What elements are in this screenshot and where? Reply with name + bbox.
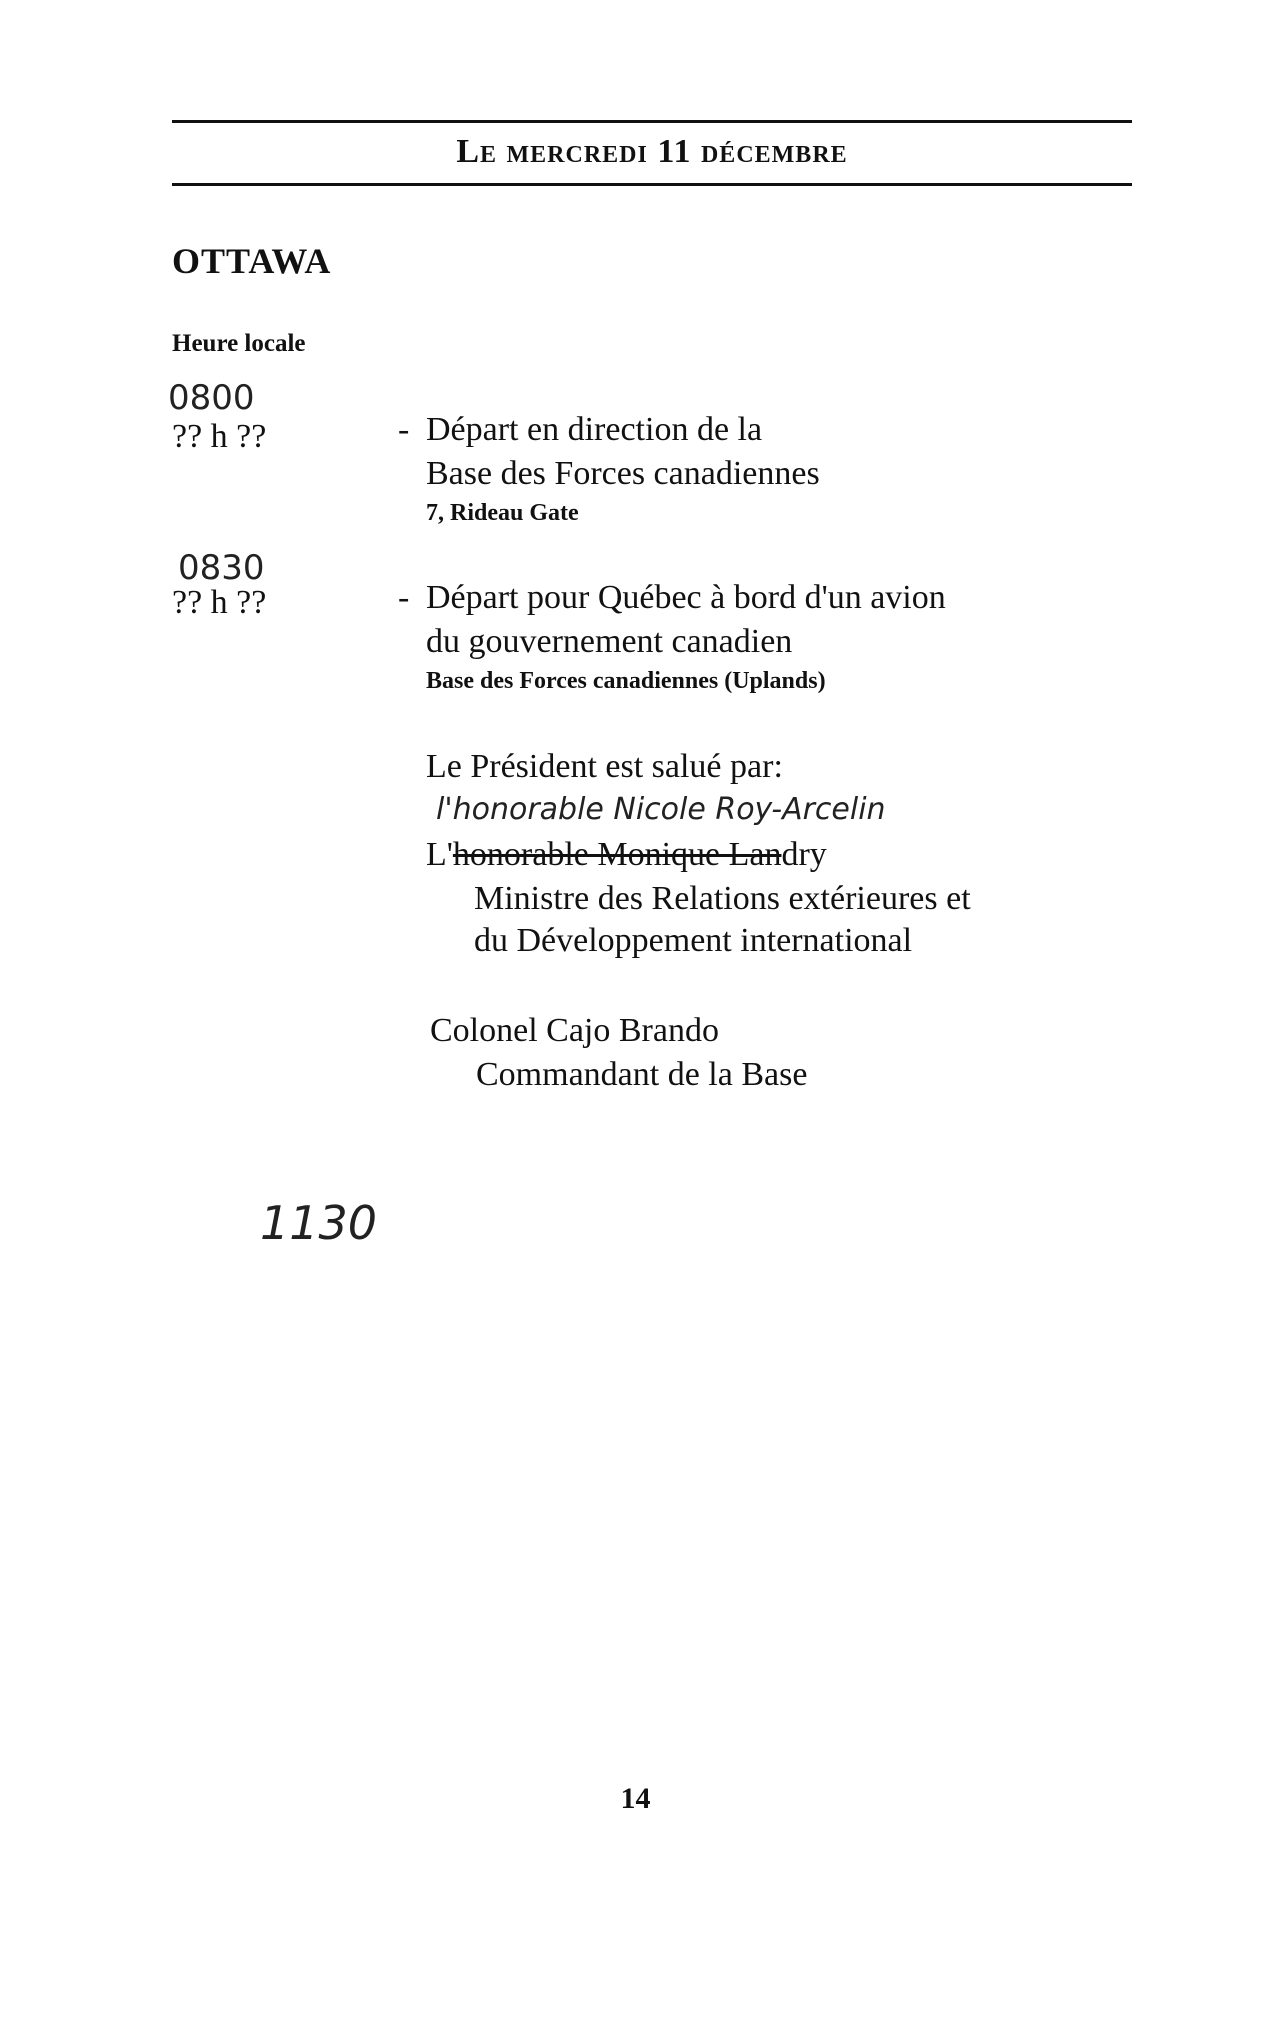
handwritten-note: 1130: [260, 1196, 378, 1250]
event-2-location: Base des Forces canadiennes (Uplands): [426, 668, 826, 694]
time-column-label: Heure locale: [172, 330, 306, 357]
bullet-dash: -: [398, 411, 410, 448]
city-heading: OTTAWA: [172, 241, 332, 281]
event-1: [398, 408, 820, 530]
person-1-suffix: dry: [781, 836, 827, 873]
handwritten-time-2: 0830: [178, 548, 265, 588]
person-2-role: Commandant de la Base: [476, 1056, 808, 1093]
person-2-name: Colonel Cajo Brando: [430, 1012, 719, 1049]
handwritten-time-1: 0800: [168, 378, 255, 418]
page-header-title: Le mercredi 11 décembre: [456, 133, 848, 170]
person-1-prefix: L': [426, 836, 453, 873]
event-2: [398, 576, 946, 698]
greeting-intro: Le Président est salué par:: [426, 748, 783, 785]
person-1-struck-name: honorable Monique Lan: [452, 836, 782, 873]
handwritten-correction: l'honorable Nicole Roy-Arcelin: [436, 792, 886, 827]
event-1-line2: Base des Forces canadiennes: [426, 455, 820, 492]
page-number: 14: [620, 1782, 651, 1815]
person-1-role-line1: Ministre des Relations extérieures et: [474, 880, 971, 917]
header-rule-top: [172, 120, 1132, 123]
event-2-line2: du gouvernement canadien: [426, 623, 793, 660]
header-rule-bottom: [172, 183, 1132, 186]
event-time-2: ?? h ??: [172, 584, 267, 621]
event-2-line1: Départ pour Québec à bord d'un avion: [426, 579, 946, 616]
event-1-location: 7, Rideau Gate: [426, 500, 579, 526]
person-1-role-line2: du Développement international: [474, 922, 913, 959]
greeting-person-1: [426, 836, 827, 874]
bullet-dash: -: [398, 579, 410, 616]
event-1-line1: Départ en direction de la: [426, 411, 763, 448]
event-time-1: ?? h ??: [172, 418, 267, 455]
